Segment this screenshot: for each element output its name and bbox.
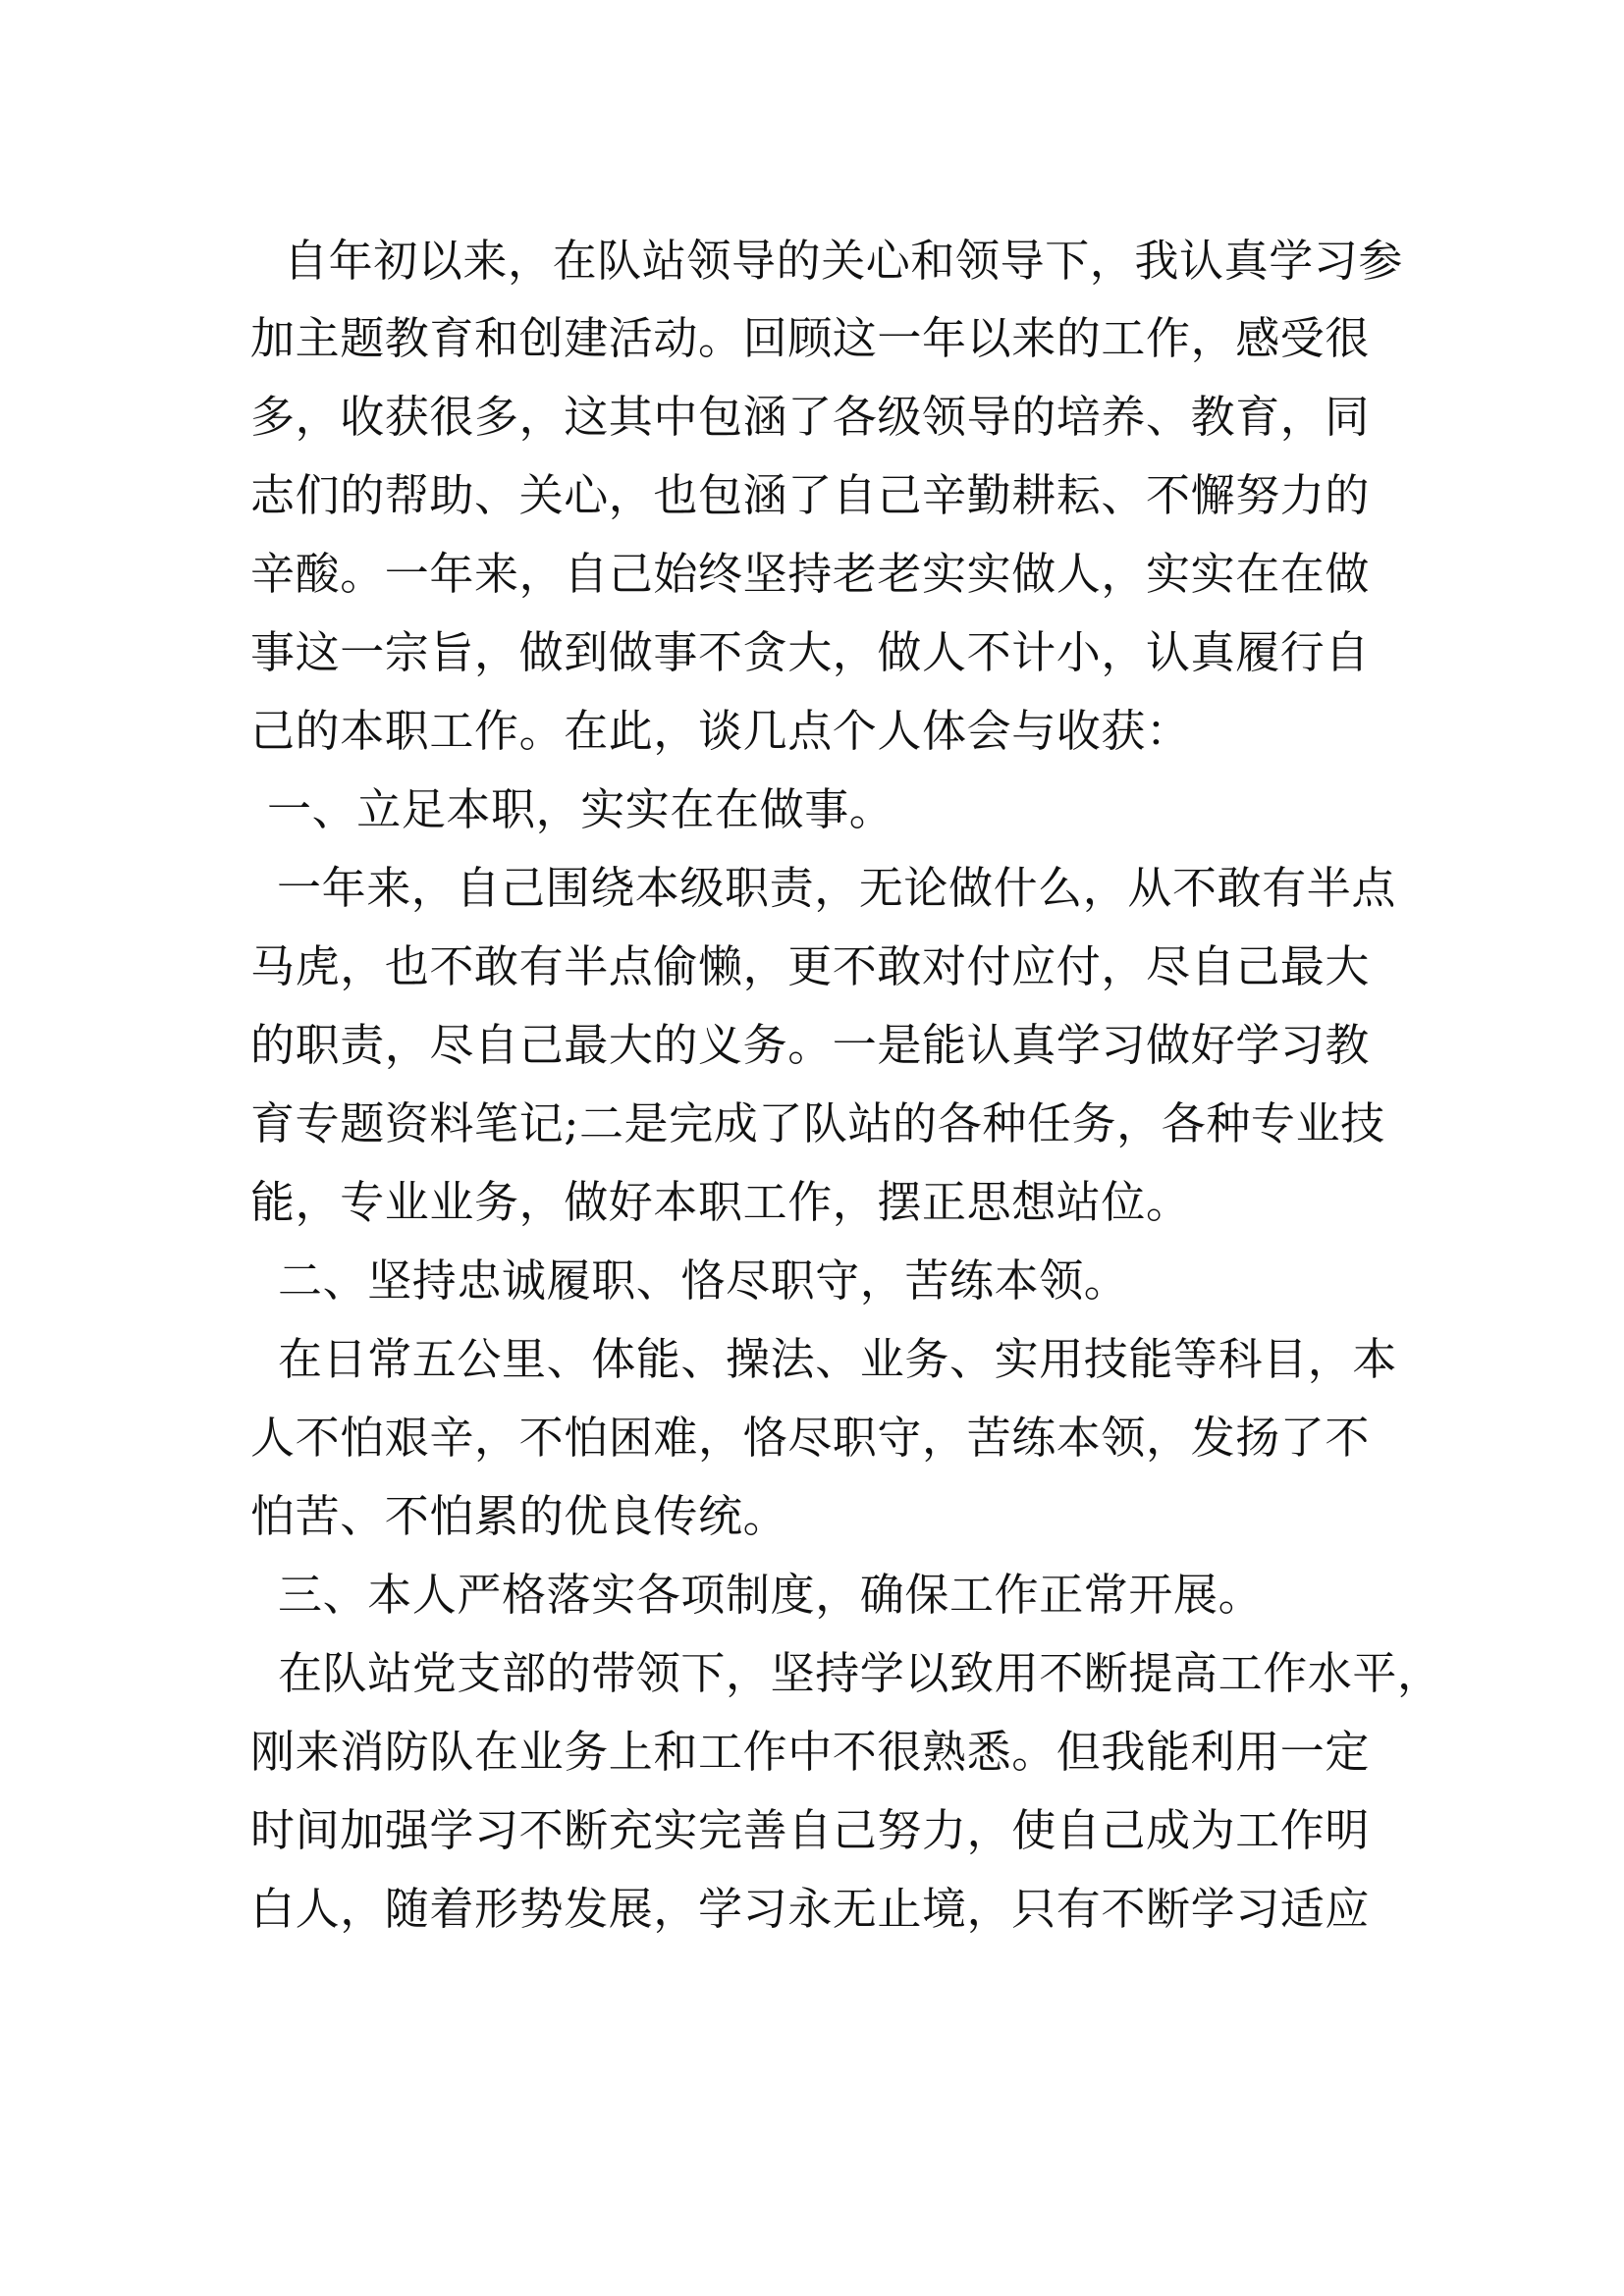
text-line: 刚来消防队在业务上和工作中不很熟悉。但我能利用一定 [250, 1726, 1371, 1778]
text-line: 能，专业业务，做好本职工作，摆正思想站位。 [250, 1176, 1191, 1228]
text-line: 加主题教育和创建活动。回顾这一年以来的工作，感受很 [250, 312, 1371, 364]
section-heading: 一、立足本职，实实在在做事。 [267, 783, 894, 835]
text-line: 在队站党支部的带领下，坚持学以致用不断提高工作水平， [278, 1647, 1442, 1699]
text-line: 自年初以来，在队站领导的关心和领导下，我认真学习参 [284, 235, 1404, 287]
text-line: 时间加强学习不断充实完善自己努力，使自己成为工作明 [250, 1804, 1371, 1856]
text-line: 的职责，尽自己最大的义务。一是能认真学习做好学习教 [250, 1019, 1371, 1071]
text-line: 育专题资料笔记;二是完成了队站的各种任务，各种专业技 [250, 1097, 1385, 1149]
section-heading: 二、坚持忠诚履职、恪尽职守，苦练本领。 [278, 1255, 1129, 1307]
text-line: 辛酸。一年来，自己始终坚持老老实实做人，实实在在做 [250, 548, 1371, 600]
text-line: 志们的帮助、关心，也包涵了自己辛勤耕耘、不懈努力的 [250, 469, 1371, 521]
text-line: 怕苦、不怕累的优良传统。 [250, 1490, 788, 1542]
text-line: 人不怕艰辛，不怕困难，恪尽职守，苦练本领，发扬了不 [250, 1412, 1371, 1464]
text-line: 白人，随着形势发展，学习永无止境，只有不断学习适应 [250, 1883, 1371, 1935]
text-line: 事这一宗旨，做到做事不贪大，做人不计小，认真履行自 [250, 626, 1371, 678]
text-line: 在日常五公里、体能、操法、业务、实用技能等科目，本 [278, 1333, 1398, 1385]
text-line: 一年来，自己围绕本级职责，无论做什么，从不敢有半点 [277, 862, 1397, 914]
text-line: 己的本职工作。在此，谈几点个人体会与收获： [250, 705, 1191, 757]
text-line: 马虎，也不敢有半点偷懒，更不敢对付应付，尽自己最大 [250, 940, 1371, 992]
section-heading: 三、本人严格落实各项制度，确保工作正常开展。 [278, 1569, 1264, 1621]
text-line: 多，收获很多，这其中包涵了各级领导的培养、教育，同 [250, 391, 1371, 443]
